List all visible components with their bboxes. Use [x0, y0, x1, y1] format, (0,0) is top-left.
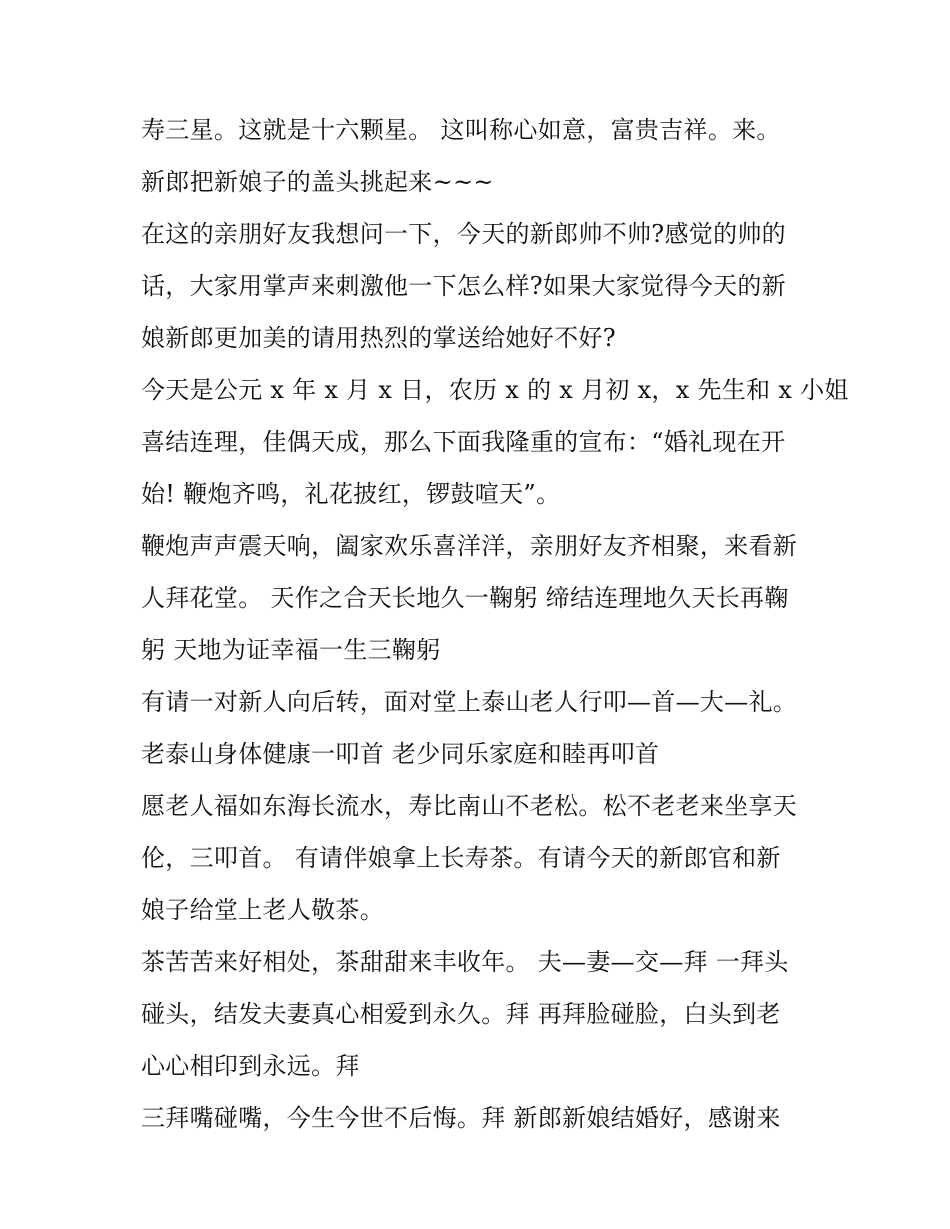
- text-line: 愿老人福如东海长流水，寿比南山不老松。松不老老来坐享天: [141, 792, 798, 820]
- text-line: 伦，三叩首。 有请伴娘拿上长寿茶。有请今天的新郎官和新: [141, 844, 781, 872]
- text-line: 始! 鞭炮齐鸣，礼花披红，锣鼓喧天”。: [141, 480, 561, 508]
- document-body: [141, 104, 849, 1144]
- text-line: 娘新郎更加美的请用热烈的掌送给她好不好?: [141, 324, 616, 352]
- text-line: 新郎把新娘子的盖头挑起来~~~: [141, 168, 494, 196]
- text-line: 在这的亲朋好友我想问一下，今天的新郎帅不帅?感觉的帅的: [141, 220, 786, 248]
- text-line: 三拜嘴碰嘴，今生今世不后悔。拜 新郎新娘结婚好，感谢来: [141, 1104, 781, 1132]
- text-line: 话，大家用掌声来刺激他一下怎么样?如果大家觉得今天的新: [141, 272, 786, 300]
- text-line: 碰头，结发夫妻真心相爱到永久。拜 再拜脸碰脸，白头到老: [141, 1000, 781, 1028]
- text-line: 今天是公元 x 年 x 月 x 日，农历 x 的 x 月初 x，x 先生和 x 小姐: [141, 376, 849, 404]
- text-line: 娘子给堂上老人敬茶。: [141, 896, 384, 924]
- text-line: 有请一对新人向后转，面对堂上泰山老人行叩—首—大—礼。: [141, 688, 798, 716]
- text-line: 人拜花堂。 天作之合天长地久一鞠躬 缔结连理地久天长再鞠: [141, 584, 789, 612]
- text-line: 喜结连理，佳偶天成，那么下面我隆重的宣布：“婚礼现在开: [141, 428, 786, 456]
- text-line: 茶苦苦来好相处，茶甜甜来丰收年。 夫—妻—交—拜 一拜头: [141, 948, 789, 976]
- text-line: 心心相印到永远。拜: [141, 1052, 360, 1080]
- text-line: 老泰山身体健康一叩首 老少同乐家庭和睦再叩首: [141, 740, 660, 768]
- text-line: 鞭炮声声震天响，阖家欢乐喜洋洋，亲朋好友齐相聚，来看新: [141, 532, 798, 560]
- text-line: 寿三星。这就是十六颗星。 这叫称心如意，富贵吉祥。来。: [141, 116, 781, 144]
- text-line: 躬 天地为证幸福一生三鞠躬: [141, 636, 441, 664]
